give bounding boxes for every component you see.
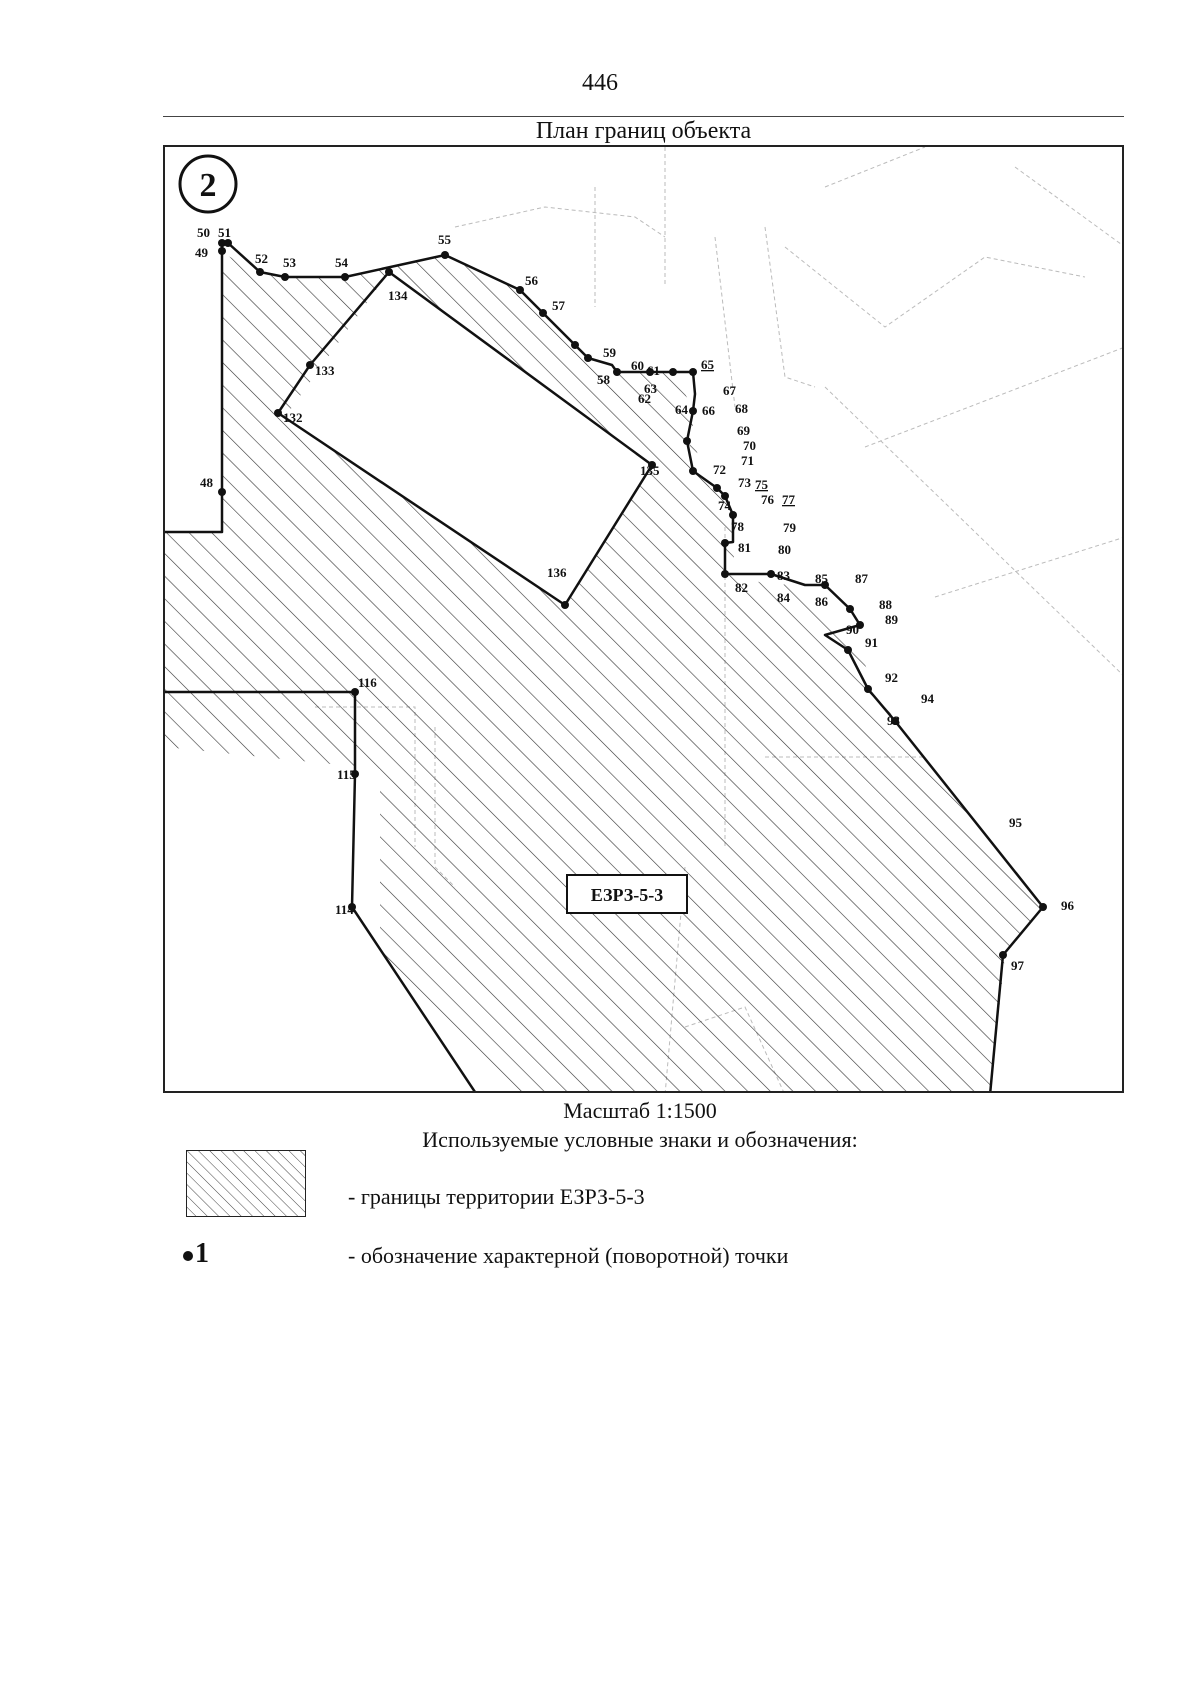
pt-72: 72 <box>713 462 726 477</box>
pt-55: 55 <box>438 232 451 247</box>
zone-label: ЕЗРЗ-5-3 <box>590 885 664 905</box>
pt-114: 114 <box>335 902 354 917</box>
pt-53: 53 <box>283 255 296 270</box>
pt-71: 71 <box>741 453 754 468</box>
boundary-map[interactable] <box>163 145 1124 1093</box>
pt-87: 87 <box>855 571 868 586</box>
pt-134: 134 <box>388 288 408 303</box>
plan-title: План границ объекта <box>535 118 752 144</box>
legend-point-text: - обозначение характерной (поворотной) точки <box>348 1243 789 1268</box>
sheet-number: 2 <box>199 167 217 204</box>
pt-77: 77 <box>782 492 795 507</box>
pt-80: 80 <box>778 542 791 557</box>
pt-59: 59 <box>603 345 616 360</box>
pt-81: 81 <box>738 540 751 555</box>
pt-48: 48 <box>200 475 213 490</box>
pt-67: 67 <box>723 383 736 398</box>
pt-56: 56 <box>525 273 538 288</box>
pt-86: 86 <box>815 594 828 609</box>
pt-69: 69 <box>737 423 750 438</box>
pt-68: 68 <box>735 401 748 416</box>
pt-136: 136 <box>547 565 567 580</box>
pt-132: 132 <box>283 410 303 425</box>
pt-57: 57 <box>552 298 565 313</box>
pt-62: 62 <box>638 391 651 406</box>
pt-54: 54 <box>335 255 348 270</box>
pt-51: 51 <box>218 225 231 240</box>
pt-66: 66 <box>702 403 715 418</box>
pt-76: 76 <box>761 492 774 507</box>
pt-82: 82 <box>735 580 748 595</box>
pt-63: 63 <box>644 381 657 396</box>
pt-49: 49 <box>195 245 208 260</box>
pt-74: 74 <box>718 498 731 513</box>
pt-50: 50 <box>197 225 210 240</box>
pt-79: 79 <box>783 520 796 535</box>
pt-92: 92 <box>885 670 898 685</box>
pt-135: 135 <box>640 463 660 478</box>
pt-73: 73 <box>738 475 751 490</box>
pt-115: 115 <box>337 767 356 782</box>
point-dot-icon <box>183 1251 193 1261</box>
pt-60: 60 <box>631 358 644 373</box>
pt-61: 61 <box>647 363 660 378</box>
pt-94: 94 <box>921 691 934 706</box>
pt-78: 78 <box>731 519 744 534</box>
pt-89: 89 <box>885 612 898 627</box>
legend-point-symbol <box>183 1238 209 1270</box>
legend-hatch-swatch <box>186 1150 306 1217</box>
pt-85: 85 <box>815 571 828 586</box>
header-rule <box>163 116 1124 117</box>
pt-84: 84 <box>777 590 790 605</box>
legend-title: Используемые условные знаки и обозначения: <box>422 1127 858 1152</box>
pt-116: 116 <box>358 675 377 690</box>
sheet-number-badge <box>180 156 236 212</box>
pt-93: 93 <box>887 713 900 728</box>
scale-label: Масштаб 1:1500 <box>563 1098 717 1123</box>
page-number: 446 <box>582 70 618 96</box>
map-canvas <box>165 147 1124 1093</box>
pt-96: 96 <box>1061 898 1074 913</box>
pt-133: 133 <box>315 363 335 378</box>
legend-point-number: 1 <box>195 1238 209 1269</box>
pt-90: 90 <box>846 622 859 637</box>
pt-70: 70 <box>743 438 756 453</box>
pt-52: 52 <box>255 251 268 266</box>
pt-88: 88 <box>879 597 892 612</box>
pt-58: 58 <box>597 372 610 387</box>
zone-label-box <box>567 875 687 913</box>
pt-97: 97 <box>1011 958 1024 973</box>
pt-83: 83 <box>777 568 790 583</box>
pt-64: 64 <box>675 402 688 417</box>
pt-65: 65 <box>701 357 714 372</box>
pt-75: 75 <box>755 477 768 492</box>
pt-95: 95 <box>1009 815 1022 830</box>
legend-hatch-text: - границы территории ЕЗРЗ-5-3 <box>348 1184 645 1209</box>
pt-91: 91 <box>865 635 878 650</box>
